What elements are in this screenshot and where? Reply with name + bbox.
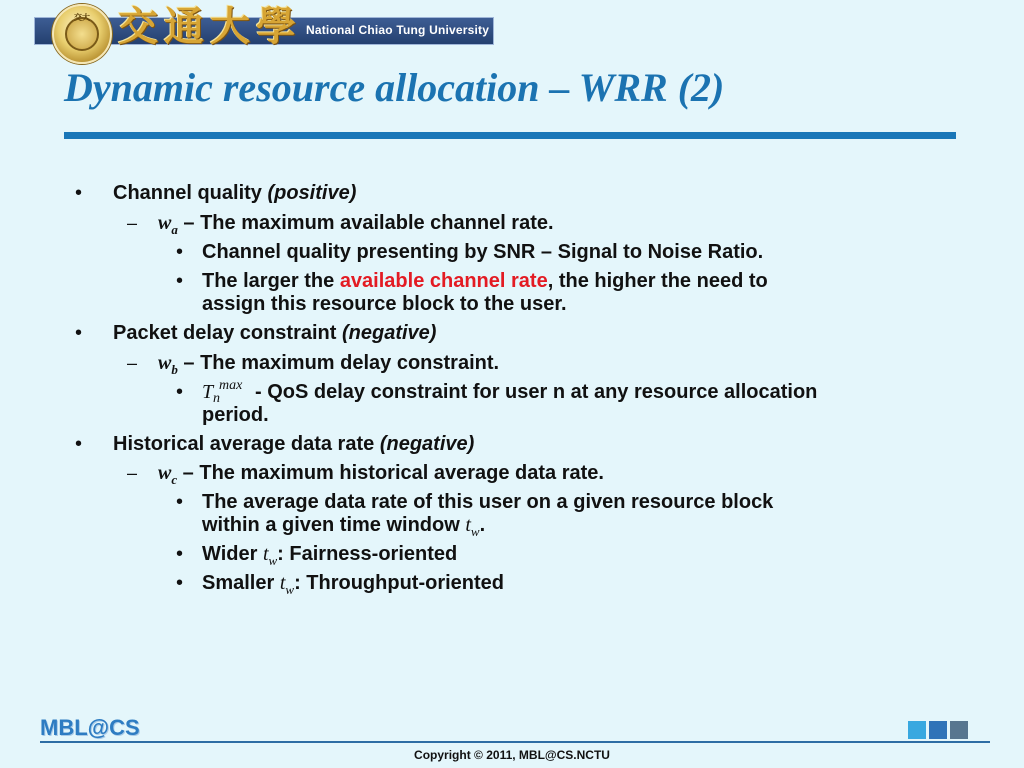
bullet-l3: • bbox=[176, 270, 184, 292]
point-text: - QoS delay constraint for user n at any resource allocation bbox=[255, 381, 818, 403]
bullet-l1: • bbox=[75, 433, 83, 455]
math-subscript: b bbox=[171, 362, 178, 377]
copyright-text: Copyright © 2011, MBL@CS.NCTU bbox=[414, 748, 610, 762]
math-base: t bbox=[465, 514, 471, 536]
seal-text: 交大 bbox=[74, 13, 90, 22]
point-text: : Fairness-oriented bbox=[277, 543, 458, 565]
item-label: Channel quality bbox=[113, 182, 262, 204]
item-qualifier: (positive) bbox=[267, 182, 357, 204]
bullet-l3: • bbox=[176, 491, 184, 513]
math-base: t bbox=[262, 543, 269, 565]
footer-rule bbox=[40, 741, 990, 743]
bullet-l3: • bbox=[176, 572, 184, 594]
math-base: T bbox=[202, 381, 214, 403]
square-icon bbox=[929, 721, 947, 739]
math-subscript: a bbox=[171, 222, 178, 237]
bullet-l1: • bbox=[75, 322, 83, 344]
math-symbol: w bbox=[158, 212, 172, 234]
bullet-l3: • bbox=[176, 381, 184, 403]
point-text: : Throughput-oriented bbox=[294, 572, 505, 594]
item-label: Packet delay constraint bbox=[113, 322, 337, 344]
sub-item-wa bbox=[158, 211, 554, 242]
math-superscript: max bbox=[219, 378, 243, 393]
outline-item-channel-quality bbox=[113, 181, 356, 205]
sub-item-text: – The maximum available channel rate. bbox=[177, 212, 554, 234]
point-larger-rate bbox=[202, 269, 768, 293]
point-larger-rate-continuation: assign this resource block to the user. bbox=[202, 293, 567, 315]
item-qualifier: (negative) bbox=[342, 322, 437, 344]
university-calligraphy-logo: 交通大學 bbox=[118, 3, 302, 50]
point-average-rate: The average data rate of this user on a given resource block bbox=[202, 491, 774, 513]
point-qos-delay-continuation: period. bbox=[202, 404, 269, 426]
bullet-l3: • bbox=[176, 543, 184, 565]
slide-title: Dynamic resource allocation – WRR (2) bbox=[64, 65, 725, 110]
point-text: . bbox=[479, 514, 486, 536]
point-text: Wider bbox=[202, 543, 263, 565]
math-subscript: c bbox=[171, 472, 178, 487]
sub-item-text: – The maximum delay constraint. bbox=[177, 352, 500, 374]
item-qualifier: (negative) bbox=[379, 433, 475, 455]
bullet-l3: • bbox=[176, 241, 184, 263]
sub-item-wb bbox=[158, 351, 499, 382]
point-qos-delay bbox=[202, 380, 817, 404]
math-symbol: w bbox=[158, 462, 172, 484]
point-wider-tw bbox=[202, 542, 457, 573]
math-subscript: w bbox=[285, 582, 295, 597]
university-seal-icon bbox=[52, 4, 112, 64]
math-base: t bbox=[279, 572, 286, 594]
point-text: , the higher the need to bbox=[547, 270, 768, 292]
math-subscript: w bbox=[268, 553, 278, 568]
math-subscript: w bbox=[470, 524, 480, 539]
math-subscript: n bbox=[213, 391, 220, 406]
point-snr: Channel quality presenting by SNR – Signal to Noise Ratio. bbox=[202, 241, 764, 263]
highlighted-text: available channel rate bbox=[339, 270, 548, 292]
decorative-squares bbox=[908, 721, 971, 739]
sub-item-wc bbox=[158, 461, 604, 492]
sub-item-text: – The maximum historical average data rate. bbox=[177, 462, 604, 484]
university-name: National Chiao Tung University bbox=[306, 23, 490, 37]
point-average-rate-continuation bbox=[202, 513, 485, 544]
point-smaller-tw bbox=[202, 571, 504, 602]
square-icon bbox=[950, 721, 968, 739]
mbl-logo: MBL@CS bbox=[40, 715, 140, 740]
point-text: within a given time window bbox=[202, 514, 466, 536]
item-label: Historical average data rate bbox=[113, 433, 375, 455]
point-text: The larger the bbox=[202, 270, 340, 292]
outline-item-packet-delay bbox=[113, 321, 436, 345]
square-icon bbox=[908, 721, 926, 739]
outline-item-historical-rate bbox=[113, 432, 474, 456]
title-underline bbox=[64, 132, 956, 139]
math-T-n-max bbox=[202, 380, 260, 404]
dash-l2: – bbox=[127, 463, 138, 483]
dash-l2: – bbox=[127, 353, 138, 373]
math-symbol: w bbox=[158, 352, 172, 374]
bullet-l1: • bbox=[75, 182, 83, 204]
point-text: Smaller bbox=[202, 572, 280, 594]
dash-l2: – bbox=[127, 213, 138, 233]
